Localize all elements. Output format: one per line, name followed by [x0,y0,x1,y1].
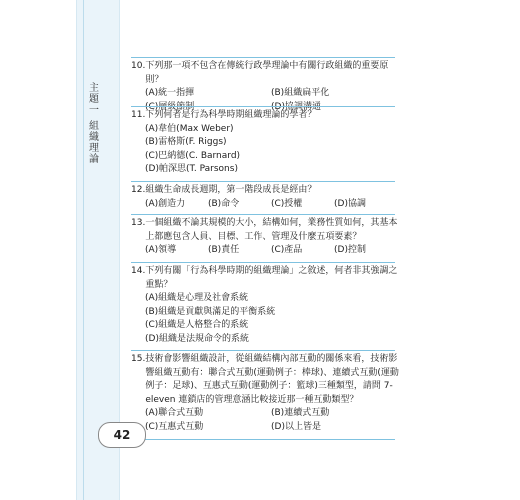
question-divider [131,181,395,182]
question-number: 11. [131,110,146,120]
option-b: (B)命令 [208,198,240,209]
option-b: (B)責任 [208,245,240,255]
question-divider [131,262,395,263]
option-a: (A)統一指揮 [145,88,195,98]
option-a: (A)組織是心理及社會系統 [145,293,249,303]
option-c: (C)互惠式互動 [145,421,204,432]
option-c: (C)巴納德(C. Barnard) [145,150,241,161]
option-c: (C)授權 [271,198,303,209]
question-15 [131,353,399,434]
question-number: 13. [131,218,146,228]
question-divider [131,106,395,107]
option-a: (A)創造力 [145,198,186,209]
question-stem: 組織生命成長週期，第一階段成長是經由？ [145,185,317,195]
question-11 [131,109,399,177]
option-d: (D)組織是法規命令的系統 [145,333,249,344]
question-13 [131,217,399,258]
option-b: (B)雷格斯(F. Riggs) [145,137,227,147]
question-stem: 技術會影響組織設計，從組織結構內部互動的關係來看，技術影響組織互動有：聯合式互動(運動例子：棒球)、連續式互動(運動例子：足球)、互惠式互動(運動例子：籃球)三種類型，請問 7-eleven 連鎖店的管理意涵比較接近那一種互動類型？ [145,354,399,405]
side-panel-rule [83,0,84,500]
chapter-side-label [87,83,101,165]
option-a: (A)聯合式互動 [145,408,204,418]
question-number: 12. [131,185,146,195]
option-b: (B)組織是貢獻與滿足的平衡系統 [145,306,276,317]
question-number: 10. [131,61,146,71]
question-divider [131,57,395,58]
question-stem: 下列何者是行為科學時期組織理論的學者？ [145,110,317,120]
option-a: (A)領導 [145,245,177,255]
option-a: (A)韋伯(Max Weber) [145,123,234,134]
question-divider [131,350,395,351]
option-d: (D)帕深思(T. Parsons) [145,164,238,174]
option-b: (B)組織扁平化 [271,88,330,98]
option-d: (D)協調 [334,198,366,209]
option-c: (C)組織是人格整合的系統 [145,320,249,330]
option-d: (D)以上皆是 [271,421,321,432]
option-d: (D)控制 [334,245,366,255]
question-divider [131,439,395,440]
question-stem: 下列那一項不包含在傳統行政學理論中有關行政組織的重要原則？ [145,61,389,85]
question-12 [131,184,399,211]
question-divider [131,214,395,215]
question-stem: 下列有關「行為科學時期的組織理論」之敘述，何者非其強調之重點？ [145,266,398,290]
question-14 [131,265,399,346]
question-stem: 一個組織不論其規模的大小，結構如何，業務性質如何，其基本上都應包含人員、目標、工作、管理及什麼五項要素？ [145,218,398,242]
question-number: 14. [131,266,146,276]
chapter-side-label-part-1: 主題一 [89,83,99,116]
question-number: 15. [131,354,146,364]
chapter-side-label-part-2: 組織理論 [89,121,99,165]
page-number: 42 [98,422,146,448]
option-b: (B)連續式互動 [271,408,330,418]
option-c: (C)產品 [271,245,303,255]
